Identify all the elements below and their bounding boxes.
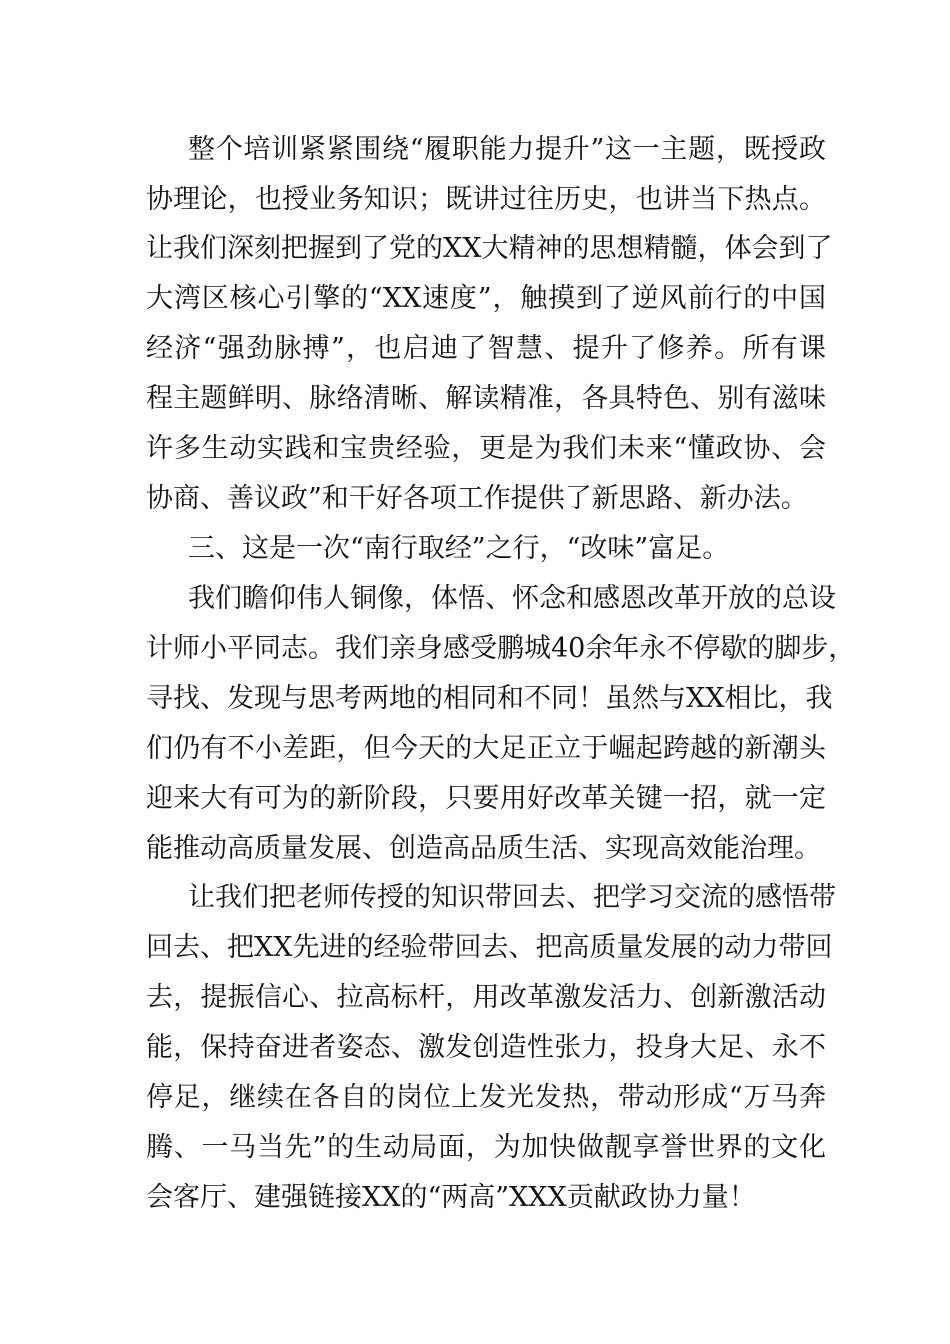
paragraph-line: 经济“强劲脉搏”，也启迪了智慧、提升了修养。所有课 <box>146 333 826 364</box>
paragraph-line: 协理论，也授业务知识；既讲过往历史，也讲当下热点。 <box>146 184 826 215</box>
paragraph-line: 能推动高质量发展、创造高品质生活、实现高效能治理。 <box>146 833 821 864</box>
paragraph-line: 我们瞻仰伟人铜像，体悟、怀念和感恩改革开放的总设 <box>188 583 836 614</box>
paragraph-line: 去，提振信心、拉高标杆，用改革激发活力、创新激活动 <box>146 982 826 1013</box>
paragraph-line: 停足，继续在各自的岗位上发光发热，带动形成“万马奔 <box>146 1082 826 1113</box>
paragraph-line: 让我们深刻把握到了党的XX大精神的思想精髓，体会到了 <box>146 233 833 264</box>
section-heading: 三、这是一次“南行取经”之行，“改味”富足。 <box>188 533 730 564</box>
paragraph-line: 许多生动实践和宝贵经验，更是为我们未来“懂政协、会 <box>146 433 826 464</box>
paragraph-line: 计师小平同志。我们亲身感受鹏城40余年永不停歇的脚步， <box>146 633 856 664</box>
paragraph-line: 让我们把老师传授的知识带回去、把学习交流的感悟带 <box>188 882 836 913</box>
paragraph-line: 大湾区核心引擎的“XX速度”，触摸到了逆风前行的中国 <box>146 283 826 314</box>
paragraph-line: 们仍有不小差距，但今天的大足正立于崛起跨越的新潮头 <box>146 733 826 764</box>
paragraph-line: 腾、一马当先”的生动局面，为加快做靓享誉世界的文化 <box>146 1132 826 1163</box>
paragraph-line: 会客厅、建强链接XX的“两高”XXX贡献政协力量！ <box>146 1182 756 1213</box>
paragraph-line: 寻找、发现与思考两地的相同和不同！虽然与XX相比，我 <box>146 683 833 714</box>
paragraph-line: 协商、善议政”和干好各项工作提供了新思路、新办法。 <box>146 483 808 514</box>
paragraph-line: 整个培训紧紧围绕“履职能力提升”这一主题，既授政 <box>188 134 826 165</box>
paragraph-line: 程主题鲜明、脉络清晰、解读精准，各具特色、别有滋味 <box>146 383 826 414</box>
paragraph-line: 回去、把XX先进的经验带回去、把高质量发展的动力带回 <box>146 932 833 963</box>
paragraph-line: 能，保持奋进者姿态、激发创造性张力，投身大足、永不 <box>146 1032 826 1063</box>
paragraph-line: 迎来大有可为的新阶段，只要用好改革关键一招，就一定 <box>146 783 826 814</box>
